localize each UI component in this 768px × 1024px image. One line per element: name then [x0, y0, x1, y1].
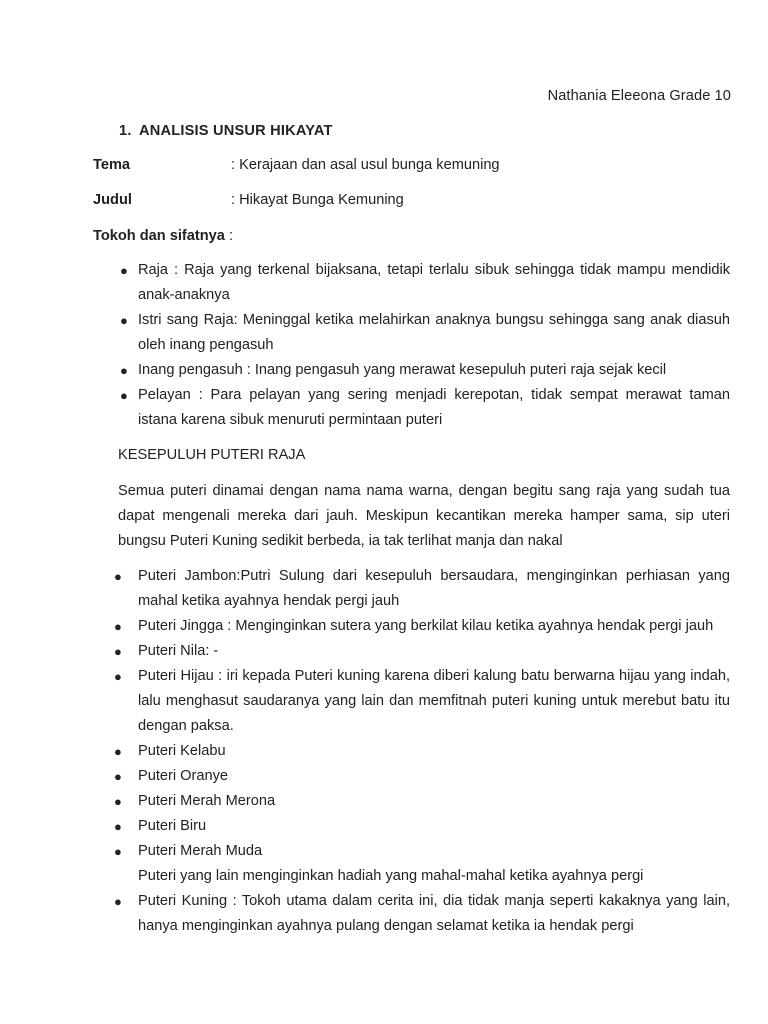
bullet-icon: ● [114, 669, 122, 684]
author-line: Nathania Eleeona Grade 10 [547, 88, 731, 104]
list-item: ● Puteri Jingga : Menginginkan sutera yang berkilat kilau ketika ayahnya hendak pergi jauh [112, 614, 730, 639]
field-tema-label: Tema [93, 157, 131, 173]
bullet-icon: ● [114, 819, 122, 834]
section-title: ANALISIS UNSUR HIKAYAT [139, 123, 333, 139]
list-item: ● Puteri Kelabu [112, 739, 730, 764]
bullet-icon: ● [120, 313, 128, 328]
list-item: ● Puteri Merah Muda [112, 839, 730, 864]
list-item: ● Puteri Hijau : iri kepada Puteri kuning karena diberi kalung batu berwarna hijau yang indah, lalu menghasut saudaranya yang lain dan memfitnah puteri kuning untuk merebut batu itu dengan paksa. [112, 664, 730, 739]
list-item: ● Istri sang Raja: Meninggal ketika melahirkan anaknya bungsu sehingga sang anak diasuh oleh inang pengasuh [112, 308, 730, 358]
section-number: 1. [119, 123, 132, 139]
bullet-icon: ● [120, 388, 128, 403]
bullet-icon: ● [114, 569, 122, 584]
bullet-icon: ● [114, 769, 122, 784]
list-item: ● Puteri Nila: - [112, 639, 730, 664]
bullet-icon: ● [120, 363, 128, 378]
list-item: ● Puteri Oranye [112, 764, 730, 789]
bullet-icon: ● [114, 744, 122, 759]
field-tema-value: : Kerajaan dan asal usul bunga kemuning [231, 157, 500, 173]
field-judul-value: : Hikayat Bunga Kemuning [231, 192, 404, 208]
list-item: ● Puteri Jambon:Putri Sulung dari kesepuluh bersaudara, menginginkan perhiasan yang mahal ketika ayahnya hendak pergi jauh [112, 564, 730, 614]
bullet-icon: ● [120, 263, 128, 278]
list-item: ● Raja : Raja yang terkenal bijaksana, tetapi terlalu sibuk sehingga tidak mampu mendidik anak-anaknya [112, 258, 730, 308]
bullet-icon: ● [114, 619, 122, 634]
list-item: ● Puteri Merah Merona [112, 789, 730, 814]
list-item: ● Pelayan : Para pelayan yang sering menjadi kerepotan, tidak sempat merawat taman istana karena sibuk menuruti permintaan puteri [112, 383, 730, 433]
section-heading [119, 123, 333, 139]
bullet-icon: ● [114, 644, 122, 659]
bullet-icon: ● [114, 894, 122, 909]
list-item: ● Puteri Biru [112, 814, 730, 839]
tokoh-list [112, 258, 730, 433]
tokoh-suffix: : [224, 228, 234, 244]
list-continuation: Puteri yang lain menginginkan hadiah yang mahal-mahal ketika ayahnya pergi [138, 868, 644, 884]
list-item: ● Inang pengasuh : Inang pengasuh yang merawat kesepuluh puteri raja sejak kecil [112, 358, 730, 383]
puteri-list [112, 564, 730, 939]
tokoh-heading [93, 228, 233, 244]
tokoh-label: Tokoh dan sifatnya [93, 228, 225, 244]
bullet-icon: ● [114, 844, 122, 859]
paragraph: Semua puteri dinamai dengan nama nama warna, dengan begitu sang raja yang sudah tua dapat mengenali mereka dari jauh. Meskipun kecantikan mereka hamper sama, sip uteri bungsu Puteri Kuning sedikit berbeda, ia tak terlihat manja dan nakal [118, 483, 730, 549]
field-judul-label: Judul [93, 192, 132, 208]
bullet-icon: ● [114, 794, 122, 809]
subheading: KESEPULUH PUTERI RAJA [118, 447, 306, 463]
list-item: ● Puteri Kuning : Tokoh utama dalam cerita ini, dia tidak manja seperti kakaknya yang lain, hanya menginginkan ayahnya pulang dengan selamat ketika ia hendak pergi [112, 889, 730, 939]
